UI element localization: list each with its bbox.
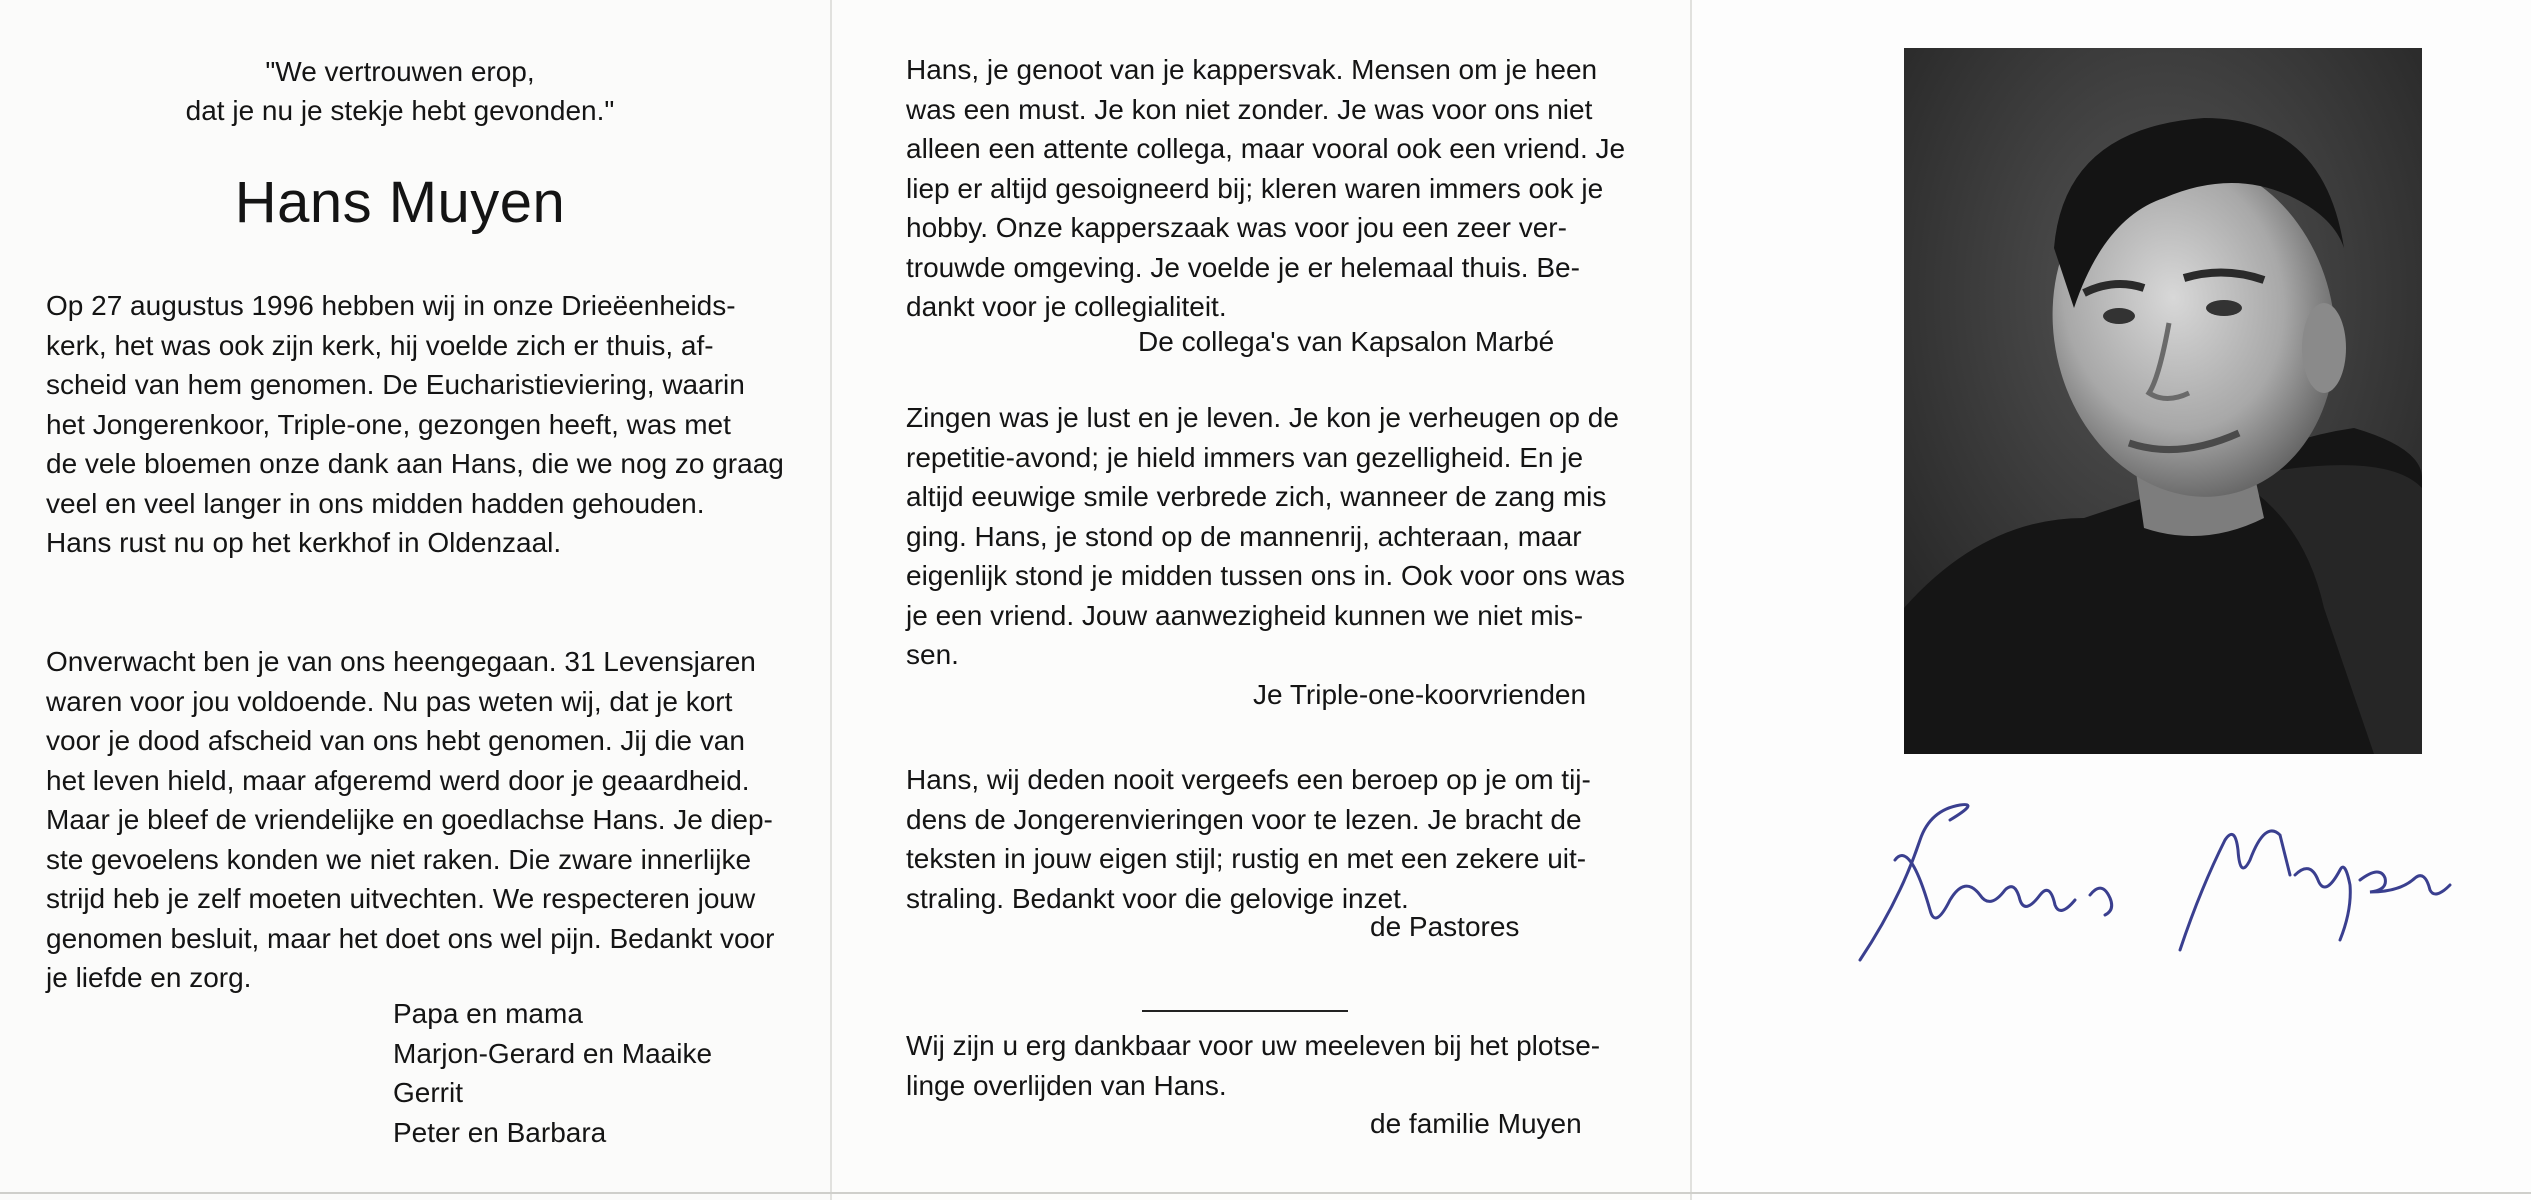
text-line: dens de Jongerenvieringen voor te lezen. Je bracht de	[906, 803, 1582, 835]
text-line: alleen een attente collega, maar vooral ook een vriend. Je	[906, 133, 1626, 164]
text-line: je een vriend. Jouw aanwezigheid kunnen we niet mis-	[906, 599, 1584, 631]
text-line: repetitie-avond; je hield immers van gezelligheid. En je	[906, 441, 1584, 473]
text-line: straling. Bedankt voor die gelovige inzet.	[906, 882, 1409, 914]
text-line: ging. Hans, je stond op de mannenrij, achteraan, maar	[906, 520, 1582, 552]
text-line: waren voor jou voldoende. Nu pas weten wij, dat je kort	[46, 685, 733, 717]
text-line: was een must. Je kon niet zonder. Je was voor ons niet	[906, 93, 1593, 125]
text-line: Wij zijn u erg dankbaar voor uw meeleven bij het plotse-	[906, 1030, 1601, 1061]
family-member: Papa en mama	[393, 998, 583, 1029]
pastores-signature: de Pastores	[1370, 911, 1520, 942]
text-line: Op 27 augustus 1996 hebben wij in onze Drieëenheids-	[46, 290, 736, 321]
text-line: het Jongerenkoor, Triple-one, gezongen heeft, was met	[46, 408, 731, 440]
thanks-paragraph	[906, 1026, 1612, 1105]
text-line: liep er altijd gesoigneerd bij; kleren waren immers ook je	[906, 172, 1604, 204]
text-line: Zingen was je lust en je leven. Je kon je verheugen op de	[906, 402, 1619, 433]
text-line: Hans, wij deden nooit vergeefs een beroep op je om tij-	[906, 764, 1591, 795]
quote-line: "We vertrouwen erop,	[265, 56, 535, 87]
text-line: genomen besluit, maar het doet ons wel pijn. Bedankt voor	[46, 922, 775, 954]
colleagues-paragraph	[906, 50, 1626, 327]
text-line: voor je dood afscheid van ons hebt genomen. Jij die van	[46, 725, 745, 756]
text-line: teksten in jouw eigen stijl; rustig en met een zekere uit-	[906, 843, 1587, 874]
text-line: kerk, het was ook zijn kerk, hij voelde zich er thuis, af-	[46, 329, 714, 361]
fold-line-right	[1690, 0, 1692, 1200]
section-divider	[1142, 1010, 1348, 1012]
pastores-paragraph	[906, 760, 1612, 918]
colleagues-signature: De collega's van Kapsalon Marbé	[1138, 326, 1555, 357]
family-signatures	[393, 994, 712, 1152]
text-line: ste gevoelens konden we niet raken. Die zware innerlijke	[46, 843, 752, 875]
text-line: strijd heb je zelf moeten uitvechten. We respecteren jouw	[46, 883, 756, 914]
text-line: linge overlijden van Hans.	[906, 1069, 1227, 1101]
memorial-quote	[0, 52, 800, 130]
text-line: je liefde en zorg.	[46, 962, 252, 993]
family-member: Gerrit	[393, 1077, 463, 1108]
text-line: veel en veel langer in ons midden hadden gehouden.	[46, 487, 705, 519]
text-line: Maar je bleef de vriendelijke en goedlachse Hans. Je diep-	[46, 804, 773, 835]
family-member: Marjon-Gerard en Maaike	[393, 1037, 713, 1069]
handwritten-signature	[1840, 780, 2460, 980]
quote-line: dat je nu je stekje hebt gevonden."	[185, 95, 615, 126]
parents-paragraph	[46, 642, 775, 998]
text-line: scheid van hem genomen. De Eucharistieviering, waarin	[46, 369, 745, 400]
funeral-paragraph	[46, 286, 784, 563]
deceased-name: Hans Muyen	[234, 170, 566, 235]
text-line: sen.	[906, 639, 959, 670]
text-line: Onverwacht ben je van ons heengegaan. 31 Levensjaren	[46, 646, 756, 677]
family-muyen-signature: de familie Muyen	[1370, 1108, 1582, 1139]
text-line: hobby. Onze kapperszaak was voor jou een zeer ver-	[906, 212, 1567, 243]
text-line: eigenlijk stond je midden tussen ons in. Ook voor ons was	[906, 560, 1626, 591]
text-line: dankt voor je collegialiteit.	[906, 291, 1227, 322]
text-line: de vele bloemen onze dank aan Hans, die we nog zo graag	[46, 448, 784, 479]
text-line: trouwde omgeving. Je voelde je er helemaal thuis. Be-	[906, 251, 1580, 283]
choir-signature: Je Triple-one-koorvrienden	[1253, 679, 1587, 710]
portrait-photo	[1904, 48, 2422, 754]
family-member: Peter en Barbara	[393, 1116, 607, 1148]
text-line: Hans, je genoot van je kappersvak. Mensen om je heen	[906, 54, 1598, 85]
card-edge	[0, 1192, 2531, 1194]
choir-paragraph	[906, 398, 1626, 675]
text-line: het leven hield, maar afgeremd werd door je geaardheid.	[46, 764, 750, 796]
text-line: altijd eeuwige smile verbrede zich, wanneer de zang mis	[906, 481, 1607, 512]
fold-line-left	[830, 0, 832, 1200]
text-line: Hans rust nu op het kerkhof in Oldenzaal.	[46, 527, 562, 558]
